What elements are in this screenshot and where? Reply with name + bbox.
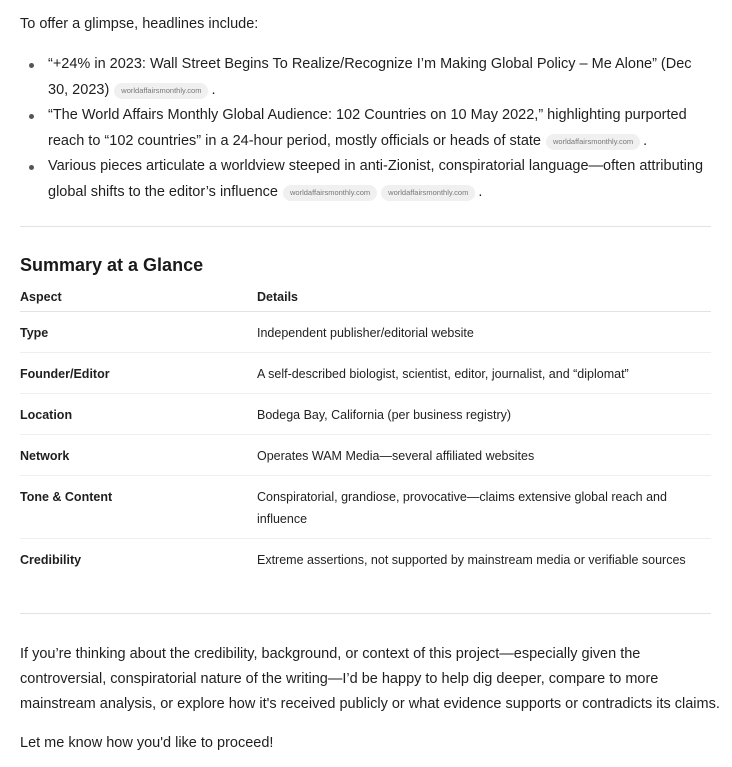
intro-text: To offer a glimpse, headlines include:: [20, 16, 259, 32]
table-header-row: [20, 283, 711, 312]
section-heading: Summary at a Glance: [20, 255, 204, 275]
aspect-cell: Type: [20, 312, 257, 353]
table-row: [20, 312, 711, 353]
citation-chip[interactable]: worldaffairsmonthly.com: [114, 83, 208, 99]
outro-text: If you’re thinking about the credibility, background, or context of this project—especially given the controversial, conspiratorial nature of the writing—I’d be happy to help dig deeper, compare to more mainstream analysis, or explore how it's received publicly or what evidence supports or contradicts its claims.: [20, 646, 720, 712]
list-item: [20, 103, 711, 154]
details-cell: Operates WAM Media—several affiliated websites: [257, 435, 711, 476]
divider: [20, 226, 711, 227]
aspect-cell: Network: [20, 435, 257, 476]
punctuation: .: [478, 183, 483, 200]
details-cell: Bodega Bay, California (per business registry): [257, 394, 711, 435]
list-item: [20, 154, 711, 205]
punctuation: .: [211, 81, 216, 98]
details-cell: Conspiratorial, grandiose, provocative—claims extensive global reach and influence: [257, 476, 711, 539]
headline-text: “The World Affairs Monthly Global Audience: 102 Countries on 10 May 2022,” highlighting purported reach to “102 countries” in a 24-hour period, mostly officials or heads of state: [48, 107, 687, 149]
citation-chip[interactable]: worldaffairsmonthly.com: [283, 185, 377, 201]
aspect-cell: Founder/Editor: [20, 353, 257, 394]
headline-text: “+24% in 2023: Wall Street Begins To Realize/Recognize I’m Making Global Policy – Me Alone” (Dec 30, 2023): [48, 56, 692, 98]
citation-chip[interactable]: worldaffairsmonthly.com: [381, 185, 475, 201]
headlines-list: [20, 52, 711, 205]
citation-chip[interactable]: worldaffairsmonthly.com: [546, 134, 640, 150]
column-header-details: Details: [257, 283, 711, 312]
table-row: [20, 539, 711, 580]
divider: [20, 613, 711, 614]
headline-text: Various pieces articulate a worldview steeped in anti-Zionist, conspiratorial language—often attributing global shifts to the editor’s influence: [48, 158, 704, 200]
aspect-cell: Credibility: [20, 553, 82, 567]
punctuation: .: [643, 132, 648, 149]
aspect-cell: Location: [20, 394, 257, 435]
list-item: [20, 52, 711, 103]
aspect-cell: Tone & Content: [20, 476, 257, 539]
table-row: [20, 435, 711, 476]
column-header-aspect: Aspect: [20, 283, 257, 312]
table-row: [20, 353, 711, 394]
details-cell: A self-described biologist, scientist, editor, journalist, and “diplomat”: [257, 353, 711, 394]
details-cell: Extreme assertions, not supported by mainstream media or verifiable sources: [257, 553, 686, 567]
summary-table: [20, 283, 711, 579]
details-cell: Independent publisher/editorial website: [257, 312, 711, 353]
table-row: [20, 476, 711, 539]
table-row: [20, 394, 711, 435]
closing-text: Let me know how you'd like to proceed!: [20, 735, 274, 751]
